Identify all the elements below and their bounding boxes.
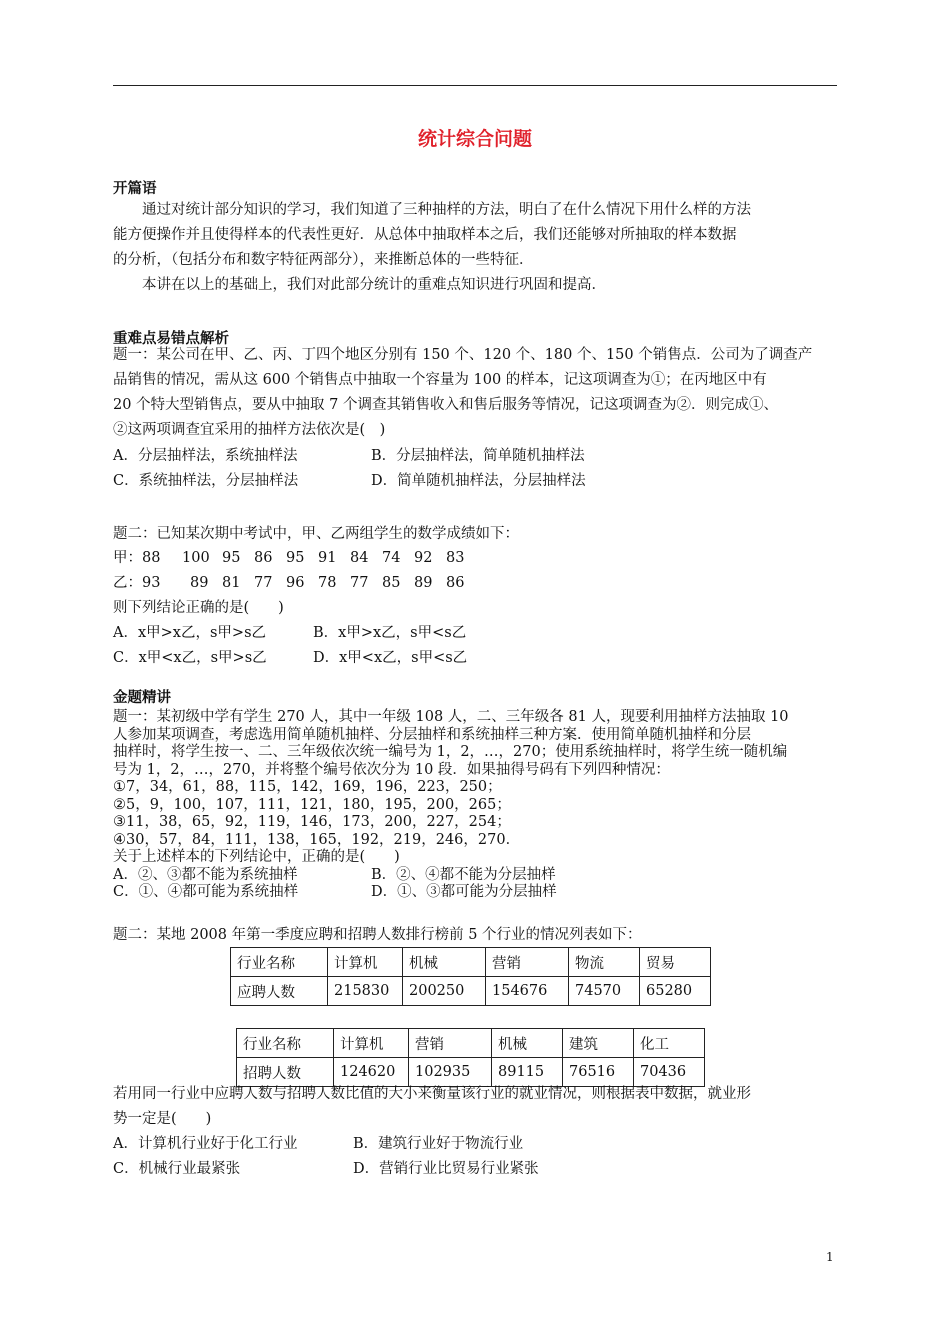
option-b: B．②、④都不能为分层抽样 xyxy=(371,866,556,883)
option-c: C．x甲<x乙，s甲>s乙 xyxy=(113,650,267,666)
score: 77 xyxy=(254,575,273,591)
table-cell: 74570 xyxy=(569,977,640,1006)
s2-q1-stem xyxy=(113,343,812,443)
applicants-table xyxy=(230,947,711,1006)
table-row xyxy=(237,1029,705,1058)
table-cell: 计算机 xyxy=(334,1029,409,1058)
jia-scores-row xyxy=(113,546,478,571)
table-row xyxy=(231,948,711,977)
table-cell: 215830 xyxy=(328,977,403,1006)
table-cell: 化工 xyxy=(634,1029,705,1058)
score: 86 xyxy=(254,550,273,566)
score: 100 xyxy=(182,550,210,566)
score: 95 xyxy=(286,550,305,566)
intro-line: 能方便操作并且使得样本的代表性更好．从总体中抽取样本之后，我们还能够对所抽取的样本数据 xyxy=(113,227,737,243)
s2-q2-question: 则下列结论正确的是( ) xyxy=(113,600,284,616)
intro-line: 本讲在以上的基础上，我们对此部分统计的重难点知识进行巩固和提高． xyxy=(113,277,606,293)
option-b: B．x甲>x乙，s甲<s乙 xyxy=(313,625,467,641)
s3-q1-stem xyxy=(113,709,789,902)
option-a: A．分层抽样法，系统抽样法 xyxy=(113,448,298,464)
score: 78 xyxy=(318,575,337,591)
table-cell: 贸易 xyxy=(640,948,711,977)
table-cell: 计算机 xyxy=(328,948,403,977)
sample-line: ②5，9，100，107，111，121，180，195，200，265； xyxy=(113,796,511,813)
s2-q2-options xyxy=(113,621,467,671)
jia-label: 甲： xyxy=(113,550,142,566)
question-line: 号为 1，2，…，270，并将整个编号依次分为 10 段．如果抽得号码有下列四种情况： xyxy=(113,761,670,778)
table-cell: 200250 xyxy=(403,977,486,1006)
option-c: C．系统抽样法，分层抽样法 xyxy=(113,473,299,489)
score: 81 xyxy=(222,575,241,591)
question-line: 20 个特大型销售点，要从中抽取 7 个调查其销售收入和售后服务等情况，记这项调查为②．则完成①、 xyxy=(113,397,778,413)
question-line: 题一：某初级中学有学生 270 人，其中一年级 108 人，二、三年级各 81 人，现要利用抽样方法抽取 10 xyxy=(113,709,789,725)
section3-heading: 金题精讲 xyxy=(113,690,171,706)
table-cell: 70436 xyxy=(634,1058,705,1087)
score: 77 xyxy=(350,575,369,591)
table-cell: 招聘人数 xyxy=(237,1058,334,1087)
option-a: A．x甲>x乙，s甲>s乙 xyxy=(113,625,267,641)
question-line: 品销售的情况，需从这 600 个销售点中抽取一个容量为 100 的样本，记这项调查为①；在丙地区中有 xyxy=(113,372,767,388)
page-number: 1 xyxy=(826,1250,834,1264)
yi-scores-row xyxy=(113,571,478,596)
hiring-table xyxy=(236,1028,705,1087)
score: 95 xyxy=(222,550,241,566)
option-c: C．①、④都可能为系统抽样 xyxy=(113,884,299,900)
option-d: D．x甲<x乙，s甲<s乙 xyxy=(313,650,468,666)
s3-q2-intro: 题二：某地 2008 年第一季度应聘和招聘人数排行榜前 5 个行业的情况列表如下： xyxy=(113,927,642,943)
score: 89 xyxy=(414,575,433,591)
score: 88 xyxy=(142,550,161,566)
table-cell: 89115 xyxy=(492,1058,563,1087)
score: 89 xyxy=(190,575,209,591)
option-b: B．分层抽样法，简单随机抽样法 xyxy=(371,448,585,464)
s3-q2-stem xyxy=(113,1082,751,1182)
question-line: 关于上述样本的下列结论中，正确的是( ) xyxy=(113,849,400,865)
sample-line: ④30，57，84，111，138，165，192，219，246，270． xyxy=(113,831,521,848)
score: 83 xyxy=(446,550,465,566)
score: 86 xyxy=(446,575,465,591)
option-b: B．建筑行业好于物流行业 xyxy=(353,1136,524,1152)
header-rule xyxy=(113,85,837,86)
table-cell: 营销 xyxy=(486,948,569,977)
sample-line: ③11，38，65，92，119，146，173，200，227，254； xyxy=(113,814,511,830)
score: 91 xyxy=(318,550,337,566)
s2-q1-options xyxy=(113,444,586,494)
table-cell: 76516 xyxy=(563,1058,634,1087)
table-cell: 65280 xyxy=(640,977,711,1006)
section2-heading: 重难点易错点解析 xyxy=(113,331,229,347)
score: 74 xyxy=(382,550,401,566)
score: 84 xyxy=(350,550,369,566)
question-line: ②这两项调查宜采用的抽样方法依次是( ) xyxy=(113,422,386,438)
table-cell: 机械 xyxy=(492,1029,563,1058)
table-row xyxy=(231,977,711,1006)
sample-line: ①7，34，61，88，115，142，169，196，223，250； xyxy=(113,779,502,795)
option-d: D．简单随机抽样法，分层抽样法 xyxy=(371,473,586,489)
table-cell: 营销 xyxy=(409,1029,492,1058)
s2-q2-intro: 题二：已知某次期中考试中，甲、乙两组学生的数学成绩如下： xyxy=(113,526,519,542)
yi-label: 乙： xyxy=(113,575,142,591)
score: 93 xyxy=(142,575,161,591)
intro-paragraph xyxy=(113,198,751,298)
question-line: 势一定是( ) xyxy=(113,1111,212,1127)
question-line: 题一：某公司在甲、乙、丙、丁四个地区分别有 150 个、120 个、180 个、150 个销售点．公司为了调查产 xyxy=(113,347,813,363)
table-cell: 154676 xyxy=(486,977,569,1006)
page-title: 统计综合问题 xyxy=(417,128,532,150)
option-d: D．①、③都可能为分层抽样 xyxy=(371,884,557,900)
option-c: C．机械行业最紧张 xyxy=(113,1161,241,1177)
intro-heading: 开篇语 xyxy=(113,181,157,197)
score: 92 xyxy=(414,550,433,566)
table-cell: 应聘人数 xyxy=(231,977,328,1006)
table-cell: 行业名称 xyxy=(237,1029,334,1058)
score: 85 xyxy=(382,575,401,591)
table-cell: 机械 xyxy=(403,948,486,977)
question-line: 人参加某项调查，考虑选用简单随机抽样、分层抽样和系统抽样三种方案．使用简单随机抽样和分层 xyxy=(113,726,751,743)
table-cell: 建筑 xyxy=(563,1029,634,1058)
table-cell: 124620 xyxy=(334,1058,409,1087)
table-cell: 行业名称 xyxy=(231,948,328,977)
intro-line: 通过对统计部分知识的学习，我们知道了三种抽样的方法，明白了在什么情况下用什么样的方法 xyxy=(113,202,751,218)
option-d: D．营销行业比贸易行业紧张 xyxy=(353,1161,539,1177)
intro-line: 的分析，（包括分布和数字特征两部分），来推断总体的一些特征． xyxy=(113,252,534,268)
question-line: 若用同一行业中应聘人数与招聘人数比值的大小来衡量该行业的就业情况，则根据表中数据，就业形 xyxy=(113,1086,751,1102)
question-line: 抽样时，将学生按一、二、三年级依次统一编号为 1，2，…，270；使用系统抽样时，将学生统一随机编 xyxy=(113,744,788,760)
table-cell: 物流 xyxy=(569,948,640,977)
option-a: A．②、③都不能为系统抽样 xyxy=(113,866,298,883)
option-a: A．计算机行业好于化工行业 xyxy=(113,1136,298,1152)
table-cell: 102935 xyxy=(409,1058,492,1087)
score: 96 xyxy=(286,575,305,591)
